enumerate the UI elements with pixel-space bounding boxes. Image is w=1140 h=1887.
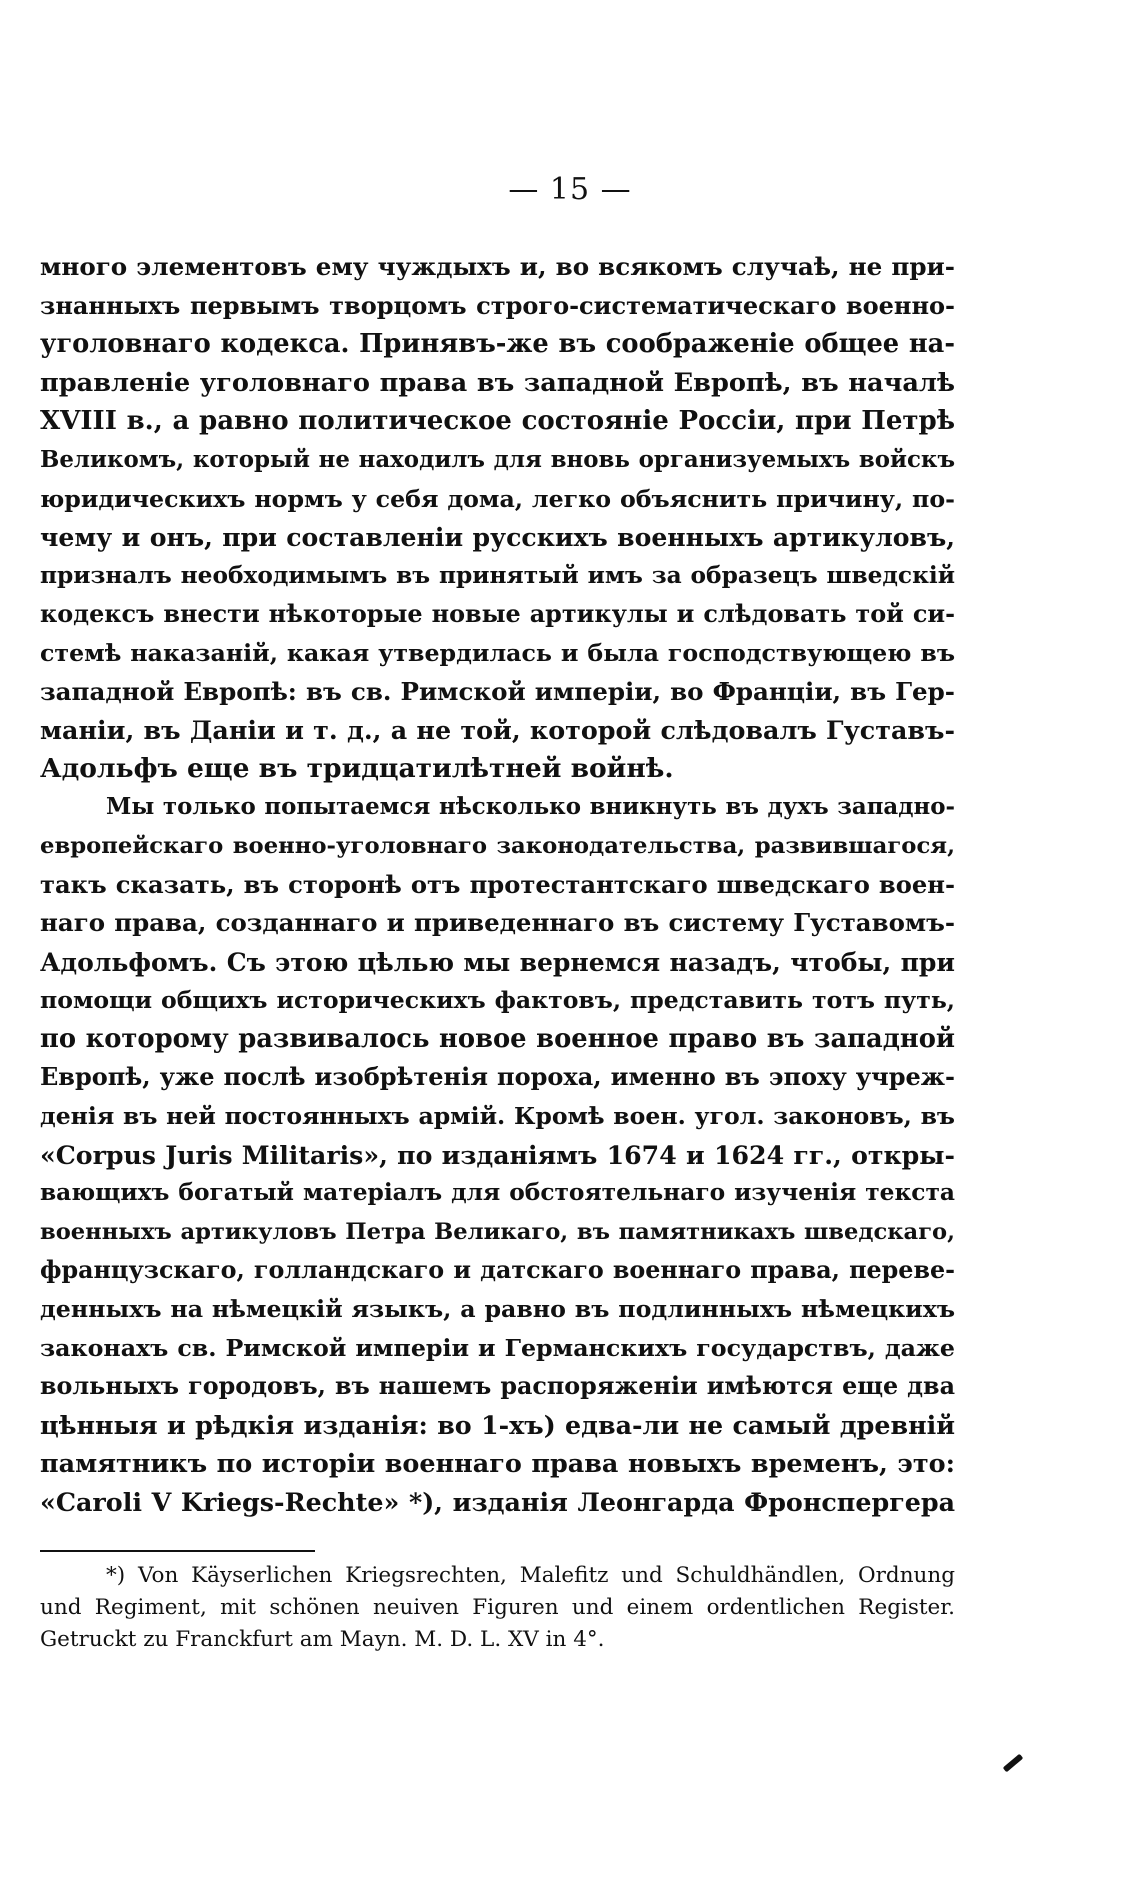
text-line: XVIII в., а равно политическое состояніе Россіи, при Петрѣ <box>40 406 955 437</box>
text-line: «Corpus Juris Militaris», по изданіямъ 1674 и 1624 гг., откры- <box>40 1139 955 1170</box>
text-line: кодексъ внести нѣкоторые новые артикулы и слѣдовать той си- <box>40 600 955 629</box>
text-line: денныхъ на нѣмецкій языкъ, а равно въ подлинныхъ нѣмецкихъ <box>40 1295 955 1324</box>
paragraph-1 <box>40 248 955 788</box>
body-text <box>40 248 955 1522</box>
text-line: Адольфомъ. Съ этою цѣлью мы вернемся назадъ, чтобы, при <box>40 946 955 977</box>
text-line: знанныхъ первымъ творцомъ строго-систематическаго военно- <box>40 290 955 320</box>
text-line: чему и онъ, при составленіи русскихъ военныхъ артикуловъ, <box>40 522 955 553</box>
text-line: военныхъ артикуловъ Петра Великаго, въ памятникахъ шведскаго, <box>40 1218 955 1245</box>
text-line: Великомъ, который не находилъ для вновь организуемыхъ войскъ <box>40 446 955 473</box>
text-line: маніи, въ Даніи и т. д., а не той, которой слѣдовалъ Густавъ- <box>40 715 955 746</box>
text-line: наго права, созданнаго и приведеннаго въ систему Густавомъ- <box>40 908 955 938</box>
text-line: юридическихъ нормъ у себя дома, легко объяснить причину, по- <box>40 484 955 513</box>
text-line: «Caroli V Kriegs-Rechte» *), изданія Леонгарда Фронспергера <box>40 1487 955 1517</box>
paragraph-2 <box>40 788 955 1521</box>
text-line: такъ сказать, въ сторонѣ отъ протестантскаго шведскаго воен- <box>40 869 955 899</box>
text-line: призналъ необходимымъ въ принятый имъ за образецъ шведскій <box>40 561 955 589</box>
text-line: по которому развивалось новое военное право въ западной <box>40 1023 955 1054</box>
text-line: помощи общихъ историческихъ фактовъ, представить тотъ путь, <box>40 986 955 1015</box>
text-line: памятникъ по исторіи военнаго права новыхъ временъ, это: <box>40 1448 955 1479</box>
text-line: вольныхъ городовъ, въ нашемъ распоряженіи имѣются еще два <box>40 1372 955 1401</box>
ink-mark <box>1003 1754 1024 1773</box>
text-line: законахъ св. Римской имперіи и Германскихъ государствъ, даже <box>40 1333 955 1362</box>
footnote-line: Getruckt zu Franckfurt am Mayn. M. D. L. XV in 4°. <box>40 1627 605 1652</box>
text-line: западной Европѣ: въ св. Римской имперіи, во Франціи, въ Гер- <box>40 676 955 706</box>
footnote-line: *) Von Käyserlichen Kriegsrechten, Malefitz und Schuldhändlen, Ordnung <box>106 1563 955 1588</box>
text-line: уголовнаго кодекса. Принявъ-же въ соображеніе общее на- <box>40 329 955 360</box>
footnote <box>40 1560 955 1656</box>
text-line: вающихъ богатый матеріалъ для обстоятельнаго изученія текста <box>40 1179 955 1207</box>
footnote-divider <box>40 1550 315 1552</box>
text-line: правленіе уголовнаго права въ западной Европѣ, въ началѣ <box>40 367 955 398</box>
text-line: цѣнныя и рѣдкія изданія: во 1-хъ) едва-ли не самый древній <box>40 1409 955 1440</box>
text-line: стемѣ наказаній, какая утвердилась и была господствующею въ <box>40 638 955 667</box>
page-number: — 15 — <box>508 172 632 207</box>
text-line: французскаго, голландскаго и датскаго военнаго права, переве- <box>40 1256 955 1285</box>
text-line: европейскаго военно-уголовнаго законодательства, развившагося, <box>40 832 955 859</box>
text-line: Мы только попытаемся нѣсколько вникнуть въ духъ западно- <box>106 794 955 821</box>
text-line: Европѣ, уже послѣ изобрѣтенія пороха, именно въ эпоху учреж- <box>40 1062 955 1092</box>
text-line: много элементовъ ему чуждыхъ и, во всякомъ случаѣ, не при- <box>40 252 955 281</box>
footnote-line: und Regiment, mit schönen neuiven Figuren und einem ordentlichen Register. <box>40 1595 955 1620</box>
text-line: Адольфъ еще въ тридцатилѣтней войнѣ. <box>40 752 674 784</box>
text-line: денія въ ней постоянныхъ армій. Кромѣ воен. угол. законовъ, въ <box>40 1102 955 1131</box>
